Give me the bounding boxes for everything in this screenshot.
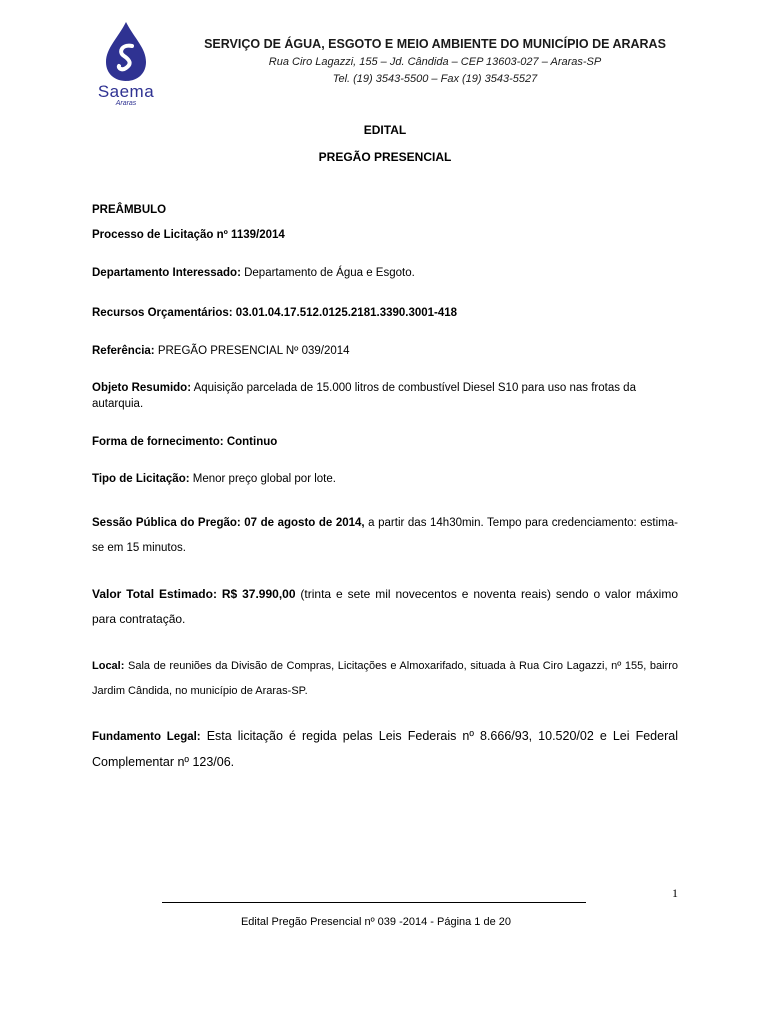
footer-divider (162, 902, 586, 903)
section-preambulo (92, 202, 678, 218)
recursos-text: Recursos Orçamentários: 03.01.04.17.512.0125.2181.3390.3001-418 (92, 307, 458, 319)
tipo-value: Menor preço global por lote. (189, 473, 336, 485)
document-subtitle: PREGÃO PRESENCIAL (318, 150, 452, 164)
logo-text: Saema (97, 82, 155, 101)
fundamento-paragraph (92, 724, 678, 775)
footer-text: Edital Pregão Presencial nº 039 -2014 - Página 1 de 20 (240, 916, 512, 928)
local-paragraph (92, 654, 678, 704)
organization-address: Rua Ciro Lagazzi, 155 – Jd. Cândida – CEP 13603-027 – Araras-SP (268, 56, 602, 68)
tipo-line (92, 471, 678, 487)
fundamento-label: Fundamento Legal: (92, 731, 201, 743)
fundamento-value: Esta licitação é regida pelas Leis Federais nº 8.666/93, 10.520/02 e Lei Federal Complementar nº 123/06. (92, 729, 678, 769)
processo-line (92, 227, 678, 243)
local-label: Local: (92, 660, 125, 672)
objeto-paragraph (92, 380, 678, 412)
referencia-value: PREGÃO PRESENCIAL Nº 039/2014 (154, 345, 350, 357)
sessao-label: Sessão Pública do Pregão: 07 de agosto de 2014, (92, 517, 365, 529)
sessao-paragraph (92, 511, 678, 561)
referencia-label: Referência: (92, 345, 155, 357)
valor-value: (trinta e sete mil novecentos e noventa reais) sendo o valor máximo para contratação. (92, 587, 678, 626)
departamento-label: Departamento Interessado: (92, 267, 241, 279)
objeto-label: Objeto Resumido: (92, 382, 192, 394)
forma-text: Forma de fornecimento: Continuo (92, 436, 278, 448)
document-title: EDITAL (363, 123, 407, 137)
page-number: 1 (672, 886, 678, 900)
valor-paragraph (92, 582, 678, 632)
valor-label: Valor Total Estimado: R$ 37.990,00 (92, 587, 296, 601)
sessao-value: a partir das 14h30min. Tempo para credenciamento: estima-se em 15 minutos. (92, 517, 678, 554)
referencia-line (92, 343, 678, 359)
organization-name: SERVIÇO DE ÁGUA, ESGOTO E MEIO AMBIENTE DO MUNICÍPIO DE ARARAS (204, 37, 666, 51)
departamento-value: Departamento de Água e Esgoto. (240, 267, 415, 279)
objeto-value: Aquisição parcelada de 15.000 litros de combustível Diesel S10 para uso nas frotas da autarquia. (92, 382, 636, 410)
organization-phone: Tel. (19) 3543-5500 – Fax (19) 3543-5527 (332, 73, 538, 85)
departamento-line (92, 265, 678, 281)
water-drop-icon (92, 20, 160, 82)
recursos-line (92, 305, 678, 321)
local-value: Sala de reuniões da Divisão de Compras, Licitações e Almoxarifado, situada à Rua Ciro Lagazzi, nº 155, bairro Jardim Cândida, no município de Araras-SP. (92, 660, 678, 697)
logo-subtitle: Araras (115, 100, 137, 107)
tipo-label: Tipo de Licitação: (92, 473, 190, 485)
forma-line (92, 434, 678, 450)
saema-logo (92, 20, 160, 108)
processo-text: Processo de Licitação nº 1139/2014 (92, 229, 285, 241)
preambulo-heading: PREÂMBULO (92, 204, 167, 216)
